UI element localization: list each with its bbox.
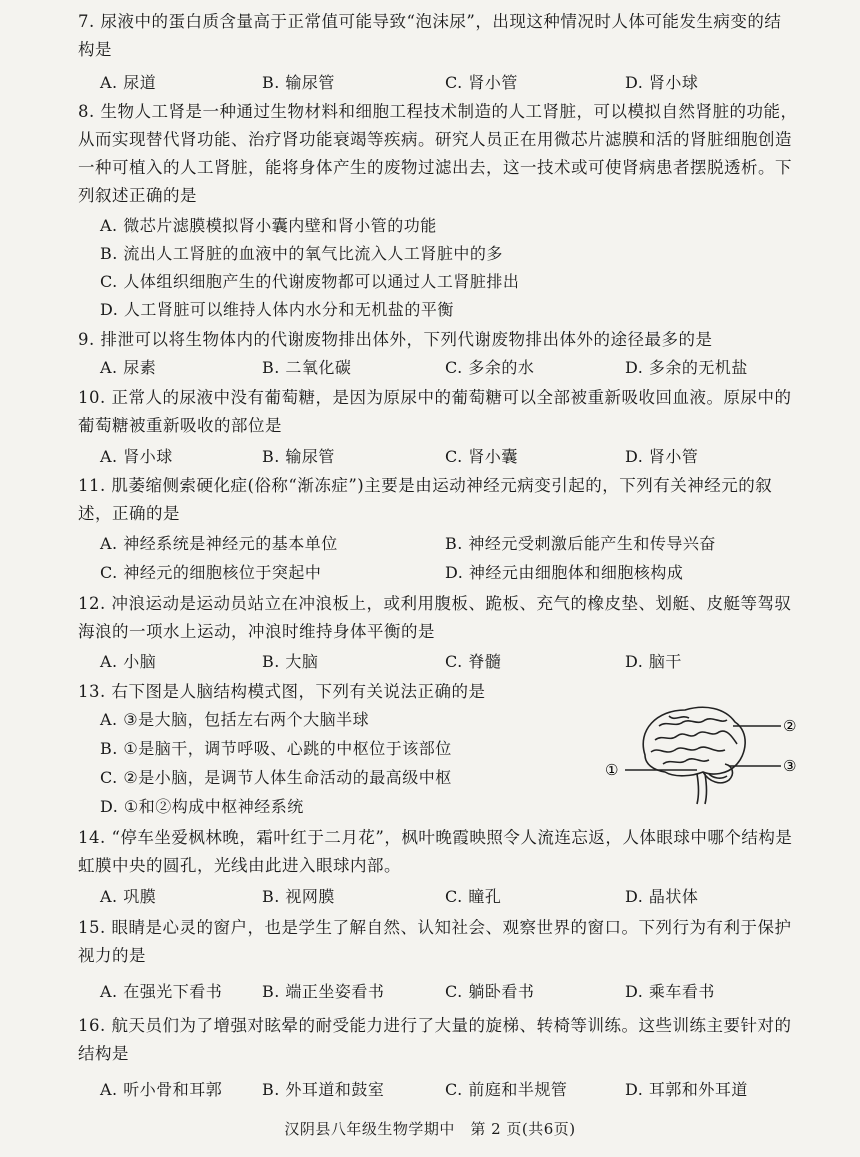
question-7-option-c: C. 肾小管 <box>445 73 518 92</box>
question-10-stem: 10. 正常人的尿液中没有葡萄糖，是因为原尿中的葡萄糖可以全部被重新吸收回血液。原尿中的葡萄糖被重新吸收的部位是 <box>78 388 792 435</box>
question-10-option-d: D. 肾小管 <box>625 447 699 466</box>
question-13-option-d: D. ①和②构成中枢神经系统 <box>100 797 304 816</box>
question-13-option-b: B. ①是脑干，调节呼吸、心跳的中枢位于该部位 <box>100 739 452 758</box>
figure-label-1: ① <box>605 761 619 779</box>
question-14-option-c: C. 瞳孔 <box>445 887 502 906</box>
question-8-option-d: D. 人工肾脏可以维持人体内水分和无机盐的平衡 <box>100 300 454 319</box>
question-14-option-d: D. 晶状体 <box>625 887 699 906</box>
question-13-stem: 13. 右下图是人脑结构模式图，下列有关说法正确的是 <box>78 682 486 701</box>
question-16-option-c: C. 前庭和半规管 <box>445 1080 568 1099</box>
question-13-option-c: C. ②是小脑，是调节人体生命活动的最高级中枢 <box>100 768 452 787</box>
question-12-option-d: D. 脑干 <box>625 652 682 671</box>
question-14-option-b: B. 视网膜 <box>262 887 335 906</box>
question-16-stem: 16. 航天员们为了增强对眩晕的耐受能力进行了大量的旋梯、转椅等训练。这些训练主要针对的结构是 <box>78 1016 792 1063</box>
question-11-option-c: C. 神经元的细胞核位于突起中 <box>100 563 322 582</box>
page-footer: 汉阴县八年级生物学期中 第 2 页(共6页) <box>284 1120 576 1138</box>
figure-label-2: ② <box>783 717 797 735</box>
question-8-option-c: C. 人体组织细胞产生的代谢废物都可以通过人工肾脏排出 <box>100 272 520 291</box>
question-15-option-a: A. 在强光下看书 <box>100 982 223 1001</box>
question-16-option-a: A. 听小骨和耳郭 <box>100 1080 223 1099</box>
question-12-option-b: B. 大脑 <box>262 652 319 671</box>
question-8-option-a: A. 微芯片滤膜模拟肾小囊内壁和肾小管的功能 <box>100 216 437 235</box>
question-16-option-d: D. 耳郭和外耳道 <box>625 1080 748 1099</box>
question-12-option-a: A. 小脑 <box>100 652 157 671</box>
question-9-option-c: C. 多余的水 <box>445 358 535 377</box>
question-9-option-d: D. 多余的无机盐 <box>625 358 748 377</box>
question-14-option-a: A. 巩膜 <box>100 887 157 906</box>
question-15-option-c: C. 躺卧看书 <box>445 982 535 1001</box>
question-11-option-a: A. 神经系统是神经元的基本单位 <box>100 534 338 553</box>
question-14-stem: 14. “停车坐爱枫林晚，霜叶红于二月花”，枫叶晚霞映照令人流连忘返，人体眼球中哪个结构是虹膜中央的圆孔，光线由此进入眼球内部。 <box>78 828 793 875</box>
figure-label-3: ③ <box>783 757 797 775</box>
question-7-option-a: A. 尿道 <box>100 73 157 92</box>
question-7-option-d: D. 肾小球 <box>625 73 699 92</box>
question-11-stem: 11. 肌萎缩侧索硬化症(俗称“渐冻症”)主要是由运动神经元病变引起的，下列有关神经元的叙述，正确的是 <box>78 476 773 523</box>
question-8-option-b: B. 流出人工肾脏的血液中的氧气比流入人工肾脏中的多 <box>100 244 503 263</box>
question-16-option-b: B. 外耳道和鼓室 <box>262 1080 385 1099</box>
question-9-option-b: B. 二氧化碳 <box>262 358 352 377</box>
brain-outline-icon <box>643 707 745 804</box>
question-12-option-c: C. 脊髓 <box>445 652 502 671</box>
question-7-option-b: B. 输尿管 <box>262 73 335 92</box>
question-9-option-a: A. 尿素 <box>100 358 157 377</box>
question-10-option-b: B. 输尿管 <box>262 447 335 466</box>
question-11-option-d: D. 神经元由细胞体和细胞核构成 <box>445 563 684 582</box>
question-15-option-d: D. 乘车看书 <box>625 982 715 1001</box>
question-13-option-a: A. ③是大脑，包括左右两个大脑半球 <box>100 710 370 729</box>
question-10-option-a: A. 肾小球 <box>100 447 173 466</box>
question-11-option-b: B. 神经元受刺激后能产生和传导兴奋 <box>445 534 716 553</box>
question-8-stem: 8. 生物人工肾是一种通过生物材料和细胞工程技术制造的人工肾脏，可以模拟自然肾脏的功能，从而实现替代肾功能、治疗肾功能衰竭等疾病。研究人员正在用微芯片滤膜和活的肾脏细胞创造一种可植入的人工肾脏，能将身体产生的废物过滤出去，这一技术或可使肾病患者摆脱透析。下列叙述正确的是 <box>78 102 798 205</box>
question-15-stem: 15. 眼睛是心灵的窗户，也是学生了解自然、认知社会、观察世界的窗口。下列行为有利于保护视力的是 <box>78 918 792 965</box>
question-7-stem: 7. 尿液中的蛋白质含量高于正常值可能导致“泡沫尿”，出现这种情况时人体可能发生病变的结构是 <box>78 12 782 59</box>
question-12-stem: 12. 冲浪运动是运动员站立在冲浪板上，或利用腹板、跪板、充气的橡皮垫、划艇、皮艇等驾驭海浪的一项水上运动，冲浪时维持身体平衡的是 <box>78 594 792 641</box>
question-9-stem: 9. 排泄可以将生物体内的代谢废物排出体外，下列代谢废物排出体外的途径最多的是 <box>78 330 713 349</box>
question-10-option-c: C. 肾小囊 <box>445 447 518 466</box>
brain-diagram <box>585 700 815 810</box>
question-15-option-b: B. 端正坐姿看书 <box>262 982 385 1001</box>
